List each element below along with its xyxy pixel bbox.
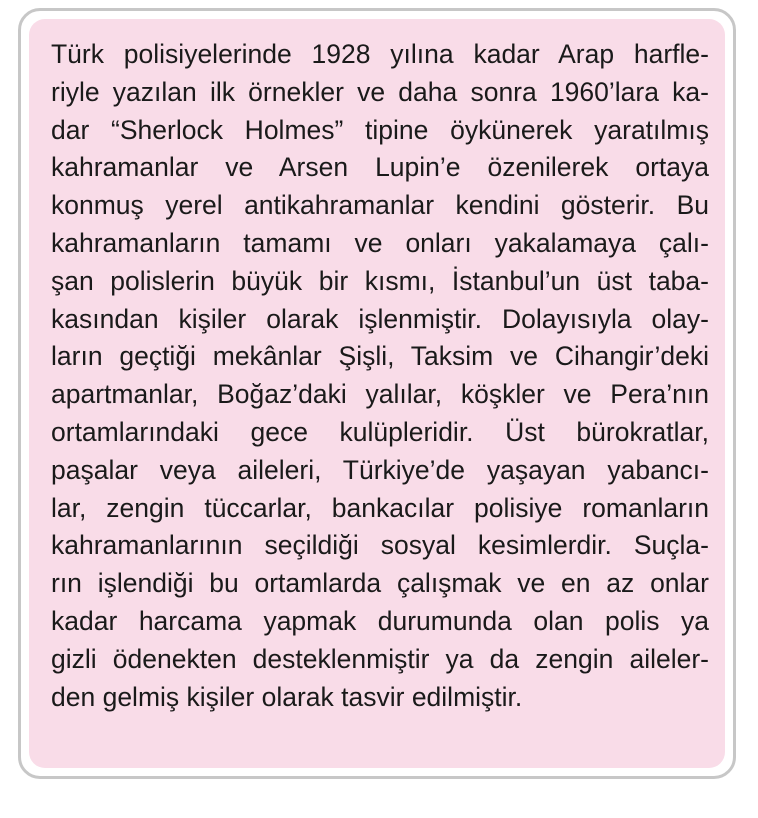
passage-line: ların geçtiği mekânlar Şişli, Taksim ve Cihangir’deki — [51, 341, 709, 372]
passage-line: dar “Sherlock Holmes” tipine öykünerek yaratılmış — [51, 114, 709, 145]
passage-line: lar, zengin tüccarlar, bankacılar polisiye romanların — [51, 492, 709, 523]
passage-line: apartmanlar, Boğaz’daki yalılar, köşkler ve Pera’nın — [51, 379, 709, 410]
passage-line: konmuş yerel antikahramanlar kendini gösterir. Bu — [51, 190, 709, 221]
text-box-frame — [18, 8, 736, 779]
text-box-panel — [29, 19, 725, 768]
passage-line: kadar harcama yapmak durumunda olan polis ya — [51, 605, 709, 636]
passage-line: Türk polisiyelerinde 1928 yılına kadar Arap harfle- — [51, 39, 709, 69]
passage-line: kahramanların tamamı ve onları yakalamaya çalı- — [51, 227, 709, 258]
passage-line: kahramanlar ve Arsen Lupin’e özenilerek ortaya — [51, 152, 709, 183]
passage-line: kasından kişiler olarak işlenmiştir. Dolayısıyla olay- — [51, 303, 709, 334]
passage-line: gizli ödenekten desteklenmiştir ya da zengin aileler- — [51, 643, 709, 674]
passage-line: şan polislerin büyük bir kısmı, İstanbul’un üst taba- — [51, 265, 709, 296]
passage-line: rın işlendiği bu ortamlarda çalışmak ve en az onlar — [51, 568, 709, 599]
passage-line: paşalar veya aileleri, Türkiye’de yaşayan yabancı- — [51, 454, 709, 485]
passage-line: den gelmiş kişiler olarak tasvir edilmiştir. — [51, 681, 523, 712]
passage-line: ortamlarındaki gece kulüpleridir. Üst bürokratlar, — [51, 416, 709, 447]
passage-line: kahramanlarının seçildiği sosyal kesimlerdir. Suçla- — [51, 530, 709, 561]
passage-line: riyle yazılan ilk örnekler ve daha sonra 1960’lara ka- — [51, 76, 709, 107]
passage-paragraph — [51, 36, 709, 716]
